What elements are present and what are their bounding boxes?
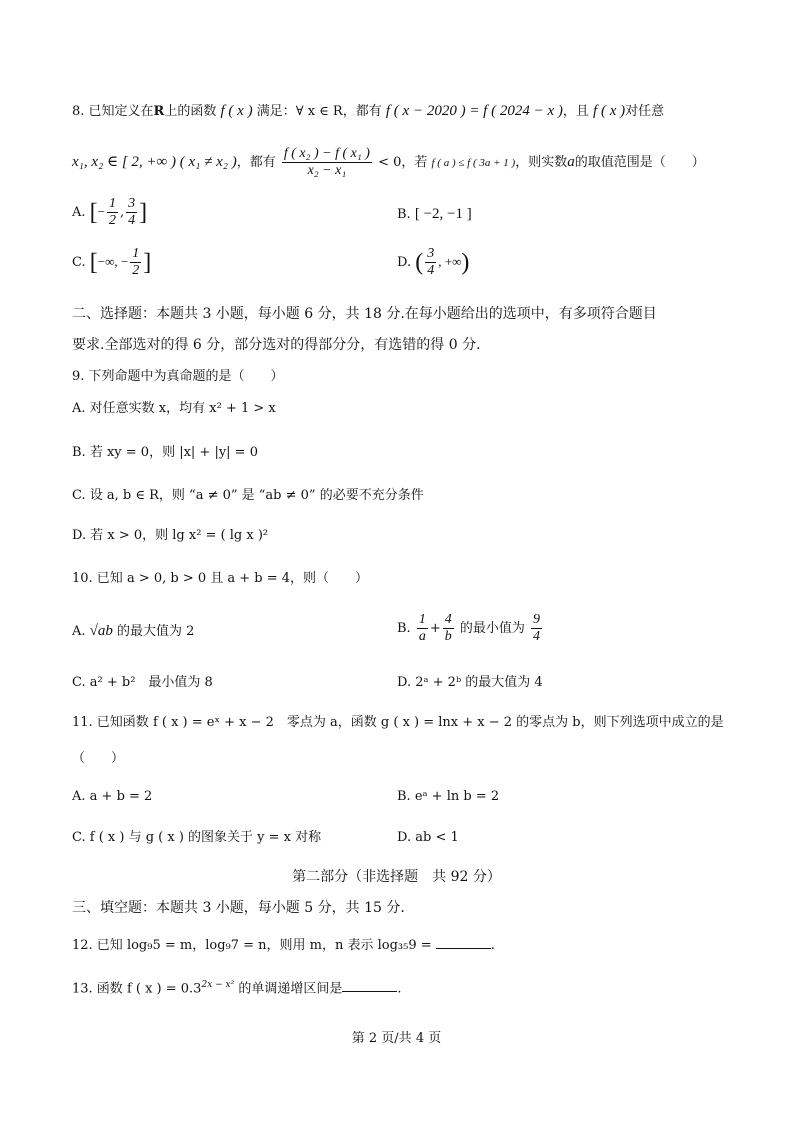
option-label: D.	[72, 528, 87, 543]
q13-line: 13. 函数 f ( x ) = $0.3^{2x - x^2}$ 的单调递增区间是 .	[72, 980, 402, 997]
option-label: D.	[397, 675, 412, 690]
option-text: 的最小值为	[459, 621, 525, 636]
q8-math: f ( x − 2020 ) = f ( 2024 − x )	[385, 103, 563, 119]
q8-option-d: D. ( $\frac{3}{4}$ , +∞)	[397, 246, 470, 278]
frac-num: 1	[109, 196, 117, 211]
option-label: B.	[72, 445, 86, 460]
q9-option-c	[72, 487, 424, 505]
q13-text: 的单调递增区间是	[238, 981, 343, 997]
option-label: A.	[72, 789, 86, 804]
frac-den: 4	[533, 629, 541, 644]
option-text: f ( x ) 与 g ( x ) 的图象关于 y = x 对称	[89, 830, 322, 845]
option-text: a² + b² 最小值为 8	[89, 675, 213, 690]
q12-answer-blank[interactable]	[436, 936, 491, 949]
q9-option-d	[72, 527, 268, 545]
frac-num: 1	[418, 612, 426, 627]
option-label: C.	[72, 675, 86, 690]
q8-text: 满足：∀ x ∈ R，都有	[256, 104, 382, 119]
q10-option-a	[72, 622, 194, 641]
q10-option-c	[72, 674, 213, 692]
option-label: B.	[397, 207, 411, 222]
section3-line: 三、填空题：本题共 3 小题，每小题 5 分，共 15 分.	[72, 900, 405, 916]
q10-stem: 10. 已知 a > 0, b > 0 且 a + b = 4，则（ ）	[72, 571, 369, 586]
option-label: A.	[72, 401, 86, 416]
frac-den: 2	[109, 213, 117, 228]
q8-set-r: R	[153, 104, 165, 119]
option-text: 2ᵃ + 2ᵇ 的最大值为 4	[415, 675, 543, 690]
frac-den: b	[444, 629, 452, 644]
frac-den: 4	[427, 263, 435, 278]
q8-frac-den: x₂ − x₁	[307, 163, 347, 178]
frac-den: 4	[128, 213, 136, 228]
q11-option-b	[397, 788, 499, 806]
q8-text: 的取值范围是（ ）	[574, 155, 705, 170]
section2-line1: 二、选择题：本题共 3 小题，每小题 6 分，共 18 分.在每小题给出的选项中，有多项符合题目	[72, 306, 657, 322]
q9-option-a	[72, 400, 276, 418]
option-label: C.	[72, 830, 86, 845]
option-label: D.	[397, 830, 412, 845]
q8-text: 8. 已知定义在	[72, 104, 154, 119]
q11-line1: 11. 已知函数 f ( x ) = eˣ + x − 2 零点为 a，函数 g ( x ) = lnx + x − 2 的零点为 b，则下列选项中成立的是	[72, 715, 724, 730]
frac-num: 3	[128, 196, 136, 211]
option-text: 设 a, b ∈ R，则 “a ≠ 0” 是 “ab ≠ 0” 的必要不充分条件	[89, 488, 424, 503]
q13-text: 13. 函数 f ( x ) = 0.3	[72, 981, 202, 997]
fraction	[107, 196, 118, 229]
option-label: C.	[72, 255, 86, 270]
fraction	[425, 246, 436, 279]
q8-line1	[72, 102, 664, 121]
option-text: a + b = 2	[89, 789, 153, 804]
q8-text: ，则实数	[515, 155, 568, 170]
q12-line: 12. 已知 log₉5 = m，log₉7 = n，则用 m，n 表示 log₃₅9 = .	[72, 938, 495, 953]
q8-option-b	[397, 205, 472, 224]
q11-option-c	[72, 829, 321, 847]
fraction	[417, 612, 428, 645]
option-text: 的最大值为 2	[117, 624, 195, 639]
q8-line2	[72, 146, 705, 179]
option-text: 若 xy = 0，则 |x| + |y| = 0	[89, 445, 258, 460]
q9-stem: 9. 下列命题中为真命题的是（ ）	[72, 369, 284, 384]
q8-text: 对任意	[625, 104, 665, 119]
q8-text: ，都有	[236, 155, 276, 170]
frac-num: 3	[427, 246, 435, 261]
q8-frac-num: f ( x₂ ) − f ( x₁ )	[283, 146, 370, 161]
part2-title: 第二部分（非选择题 共 92 分）	[292, 869, 501, 885]
q8-math: f ( a ) ≤ f ( 3a + 1 )	[431, 157, 516, 169]
q12-text: 12. 已知 log₉5 = m，log₉7 = n，则用 m，n 表示 log₃₅9 =	[72, 938, 432, 953]
frac-den: 2	[132, 263, 140, 278]
option-text: 对任意实数 x，均有 x² + 1 > x	[89, 401, 276, 416]
option-math: [ −2, −1 ]	[414, 206, 472, 222]
q10-option-b: B. $\frac{1}{a}$ + $\frac{4}{b}$ 的最小值为 $\frac{9}{4}$	[397, 612, 541, 644]
option-math: √ab	[89, 623, 113, 639]
q8-math: x₁, x₂ ∈ [ 2, +∞ ) ( x₁ ≠ x₂ )	[72, 154, 237, 170]
q8-math: f ( x )	[220, 103, 253, 119]
frac-den: a	[418, 629, 426, 644]
q11-line2: （ ）	[72, 751, 125, 766]
frac-num: 9	[533, 612, 541, 627]
q8-math: a	[567, 154, 575, 170]
q11-option-d	[397, 829, 459, 847]
option-label: D.	[397, 255, 412, 270]
option-text: ab < 1	[415, 830, 459, 845]
q9-option-b	[72, 444, 258, 462]
q8-option-c: C. [−∞, − $\frac{1}{2}$ ]	[72, 246, 152, 278]
option-label: C.	[72, 488, 86, 503]
option-text: 若 x > 0，则 lg x² = ( lg x )²	[90, 528, 269, 543]
fraction	[126, 196, 137, 229]
q8-text: ，且	[562, 104, 589, 119]
option-label: B.	[397, 789, 411, 804]
q8-text: < 0，若	[378, 155, 428, 170]
q13-answer-blank[interactable]	[342, 979, 397, 992]
fraction	[130, 246, 141, 279]
option-label: B.	[397, 621, 411, 636]
q8-math: f ( x )	[593, 103, 626, 119]
q10-option-d	[397, 674, 543, 692]
q8-fraction	[282, 146, 372, 179]
frac-num: 1	[132, 246, 140, 261]
q11-option-a	[72, 788, 152, 806]
option-label: A.	[72, 205, 86, 220]
section2-line2: 要求.全部选对的得 6 分，部分选对的得部分分，有选错的得 0 分.	[72, 337, 481, 353]
fraction	[443, 612, 454, 645]
option-text: eᵃ + ln b = 2	[414, 789, 500, 804]
frac-num: 4	[444, 612, 452, 627]
fraction	[531, 612, 542, 645]
option-label: A.	[72, 624, 86, 639]
page-number: 第 2 页/共 4 页	[351, 1031, 442, 1046]
q13-exponent: 2x − x²	[201, 980, 235, 990]
q8-option-a: A. [− $\frac{1}{2}$ , $\frac{3}{4}$ ]	[72, 196, 148, 228]
q8-text: 上的函数	[164, 104, 217, 119]
